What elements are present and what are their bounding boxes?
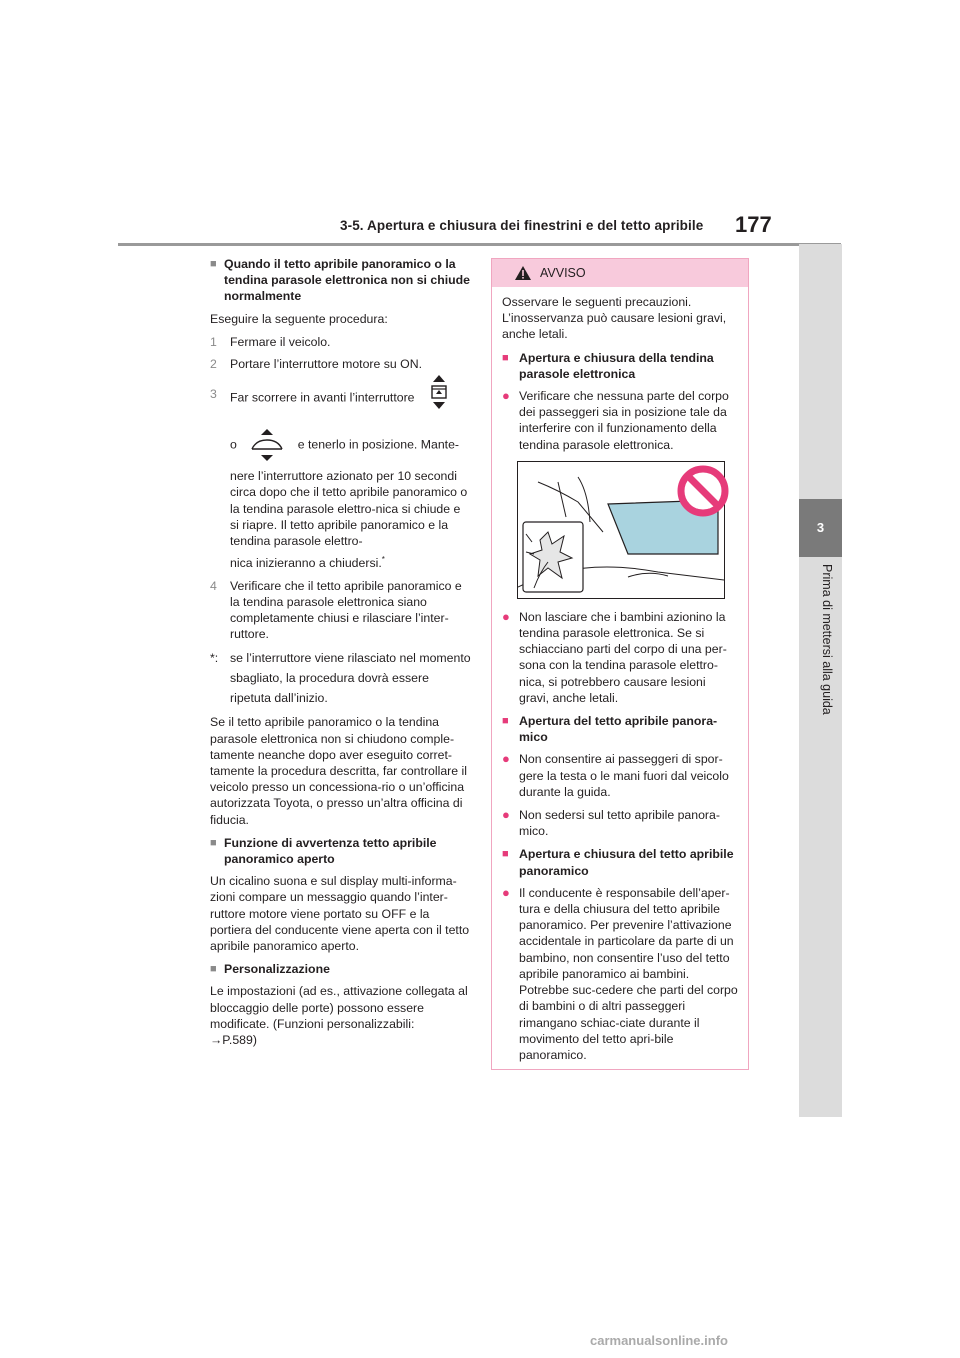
prohibited-icon	[676, 464, 730, 518]
heading-closing-problem: ■ Quando il tetto apribile panoramico o la tendina parasole elettronica non si chiude normalmente	[210, 257, 470, 304]
left-column	[210, 256, 472, 1048]
warning-box	[491, 258, 749, 1070]
circle-bullet-icon: ●	[502, 751, 510, 767]
warning-title: AVVISO	[540, 265, 586, 280]
warning-intro: Osservare le seguenti precauzioni. L’inosservanza può causare lesioni gravi, anche letali.	[502, 295, 727, 342]
square-bullet-icon: ■	[210, 963, 217, 976]
warning-triangle-icon	[514, 265, 532, 281]
warning-bullet: ● Non consentire ai passeggeri di spor-gere la testa o le mani fuori dal veicolo durante la guida.	[502, 751, 729, 799]
chapter-label: Prima di mettersi alla guida	[820, 564, 834, 715]
circle-bullet-icon: ●	[502, 807, 510, 823]
roof-switch-icon	[248, 428, 286, 462]
warning-bullet: ● Il conducente è responsabile dell’aper-tura e della chiusura del tetto apribile panoramico. Per prevenire l’attivazione accidentale in particolare da parte di un bambino, non consentire l’uso del tetto apribile panoramico ai bambini. Potrebbe suc-cedere che parti del corpo di bambini o di altri passeggeri rimangano schiac-ciate durante il movimento del tetto apri-bile panoramico.	[502, 884, 738, 1062]
warning-heading-sunshade: ■ Apertura e chiusura della tendina parasole elettronica	[502, 350, 714, 381]
heading-warning-function: ■ Funzione di avvertenza tetto apribile panoramico aperto	[210, 835, 437, 866]
step-3: 3 Far scorrere in avanti l’interruttore o e tenerlo in posizione. Mante- nere l’interruttore azionato per 10 secondi circa dopo che il tetto apribile panoramico o la tendina parasole elettro-nica si chiude e si riapre. Il tetto apribile panoramico e la tendina parasole elettro- nica inizieranno a chiudersi.*	[210, 386, 472, 571]
step-1: 1 Fermare il veicolo.	[210, 334, 331, 349]
sunshade-switch-icon	[428, 374, 450, 410]
warning-bullet: ● Non lasciare che i bambini azionino la tendina parasole elettronica. Se si schiacciano parti del corpo di una per-sona con la tendina parasole elettro-nica, si potrebbero causare lesioni gravi, anche letali.	[502, 608, 727, 705]
square-bullet-icon: ■	[210, 258, 217, 270]
square-bullet-icon: ■	[210, 836, 217, 849]
circle-bullet-icon: ●	[502, 608, 510, 624]
warning-bullet: ● Verificare che nessuna parte del corpo dei passeggeri sia in posizione tale da interferire con il funzionamento della tendina parasole elettronica.	[502, 388, 729, 452]
chapter-number: 3	[799, 499, 842, 557]
intro-text: Eseguire la seguente procedura:	[210, 311, 388, 326]
warning-heading-roof-opening: ■ Apertura del tetto apribile panora-mico	[502, 714, 718, 745]
watermark: carmanualsonline.info	[590, 1333, 728, 1348]
circle-bullet-icon: ●	[502, 388, 510, 404]
heading-customization: ■ Personalizzazione	[210, 962, 330, 977]
paragraph-service: Se il tetto apribile panoramico o la tendina parasole elettronica non si chiudono comple-tamente neanche dopo aver eseguito corret-tamente la procedura descritta, far controllare il veicolo presso un concessiona-rio o un’officina autorizzata Toyota, o presso un’altra officina di fiducia.	[210, 715, 467, 827]
page-number: 177	[735, 212, 772, 237]
warning-header	[492, 259, 748, 287]
section-title: 3-5. Apertura e chiusura dei finestrini e del tetto apribile	[340, 218, 704, 233]
paragraph-buzzer: Un cicalino suona e sul display multi-informa-zioni compare un messaggio quando l’inter-ruttore motore viene portato su OFF e la portiera del conducente viene aperta con il tetto apribile panoramico aperto.	[210, 874, 470, 953]
square-bullet-icon: ■	[502, 848, 509, 861]
page-reference-link[interactable]: →P.589)	[210, 1033, 257, 1047]
pinch-hazard-illustration	[517, 461, 725, 599]
step-4: 4 Verificare che il tetto apribile panoramico e la tendina parasole elettronica siano completamente chiusi e rilasciare l’inter-ruttore.	[210, 578, 462, 642]
warning-bullet: ● Non sedersi sul tetto apribile panora-mico.	[502, 807, 720, 839]
square-bullet-icon: ■	[502, 715, 509, 728]
footnote: *: se l’interruttore viene rilasciato nel momento sbagliato, la procedura dovrà essere ripetuta dall’inizio.	[210, 651, 471, 706]
square-bullet-icon: ■	[502, 351, 509, 364]
step-2: 2 Portare l’interruttore motore su ON.	[210, 357, 423, 372]
warning-heading-roof-operation: ■ Apertura e chiusura del tetto apribile panoramico	[502, 847, 734, 878]
circle-bullet-icon: ●	[502, 884, 510, 900]
paragraph-customization: Le impostazioni (ad es., attivazione collegata al bloccaggio delle porte) possono essere modificate. (Funzioni personalizzabili: →P.589)	[210, 983, 472, 1048]
side-tab-top	[799, 244, 842, 499]
header-divider	[118, 243, 841, 246]
